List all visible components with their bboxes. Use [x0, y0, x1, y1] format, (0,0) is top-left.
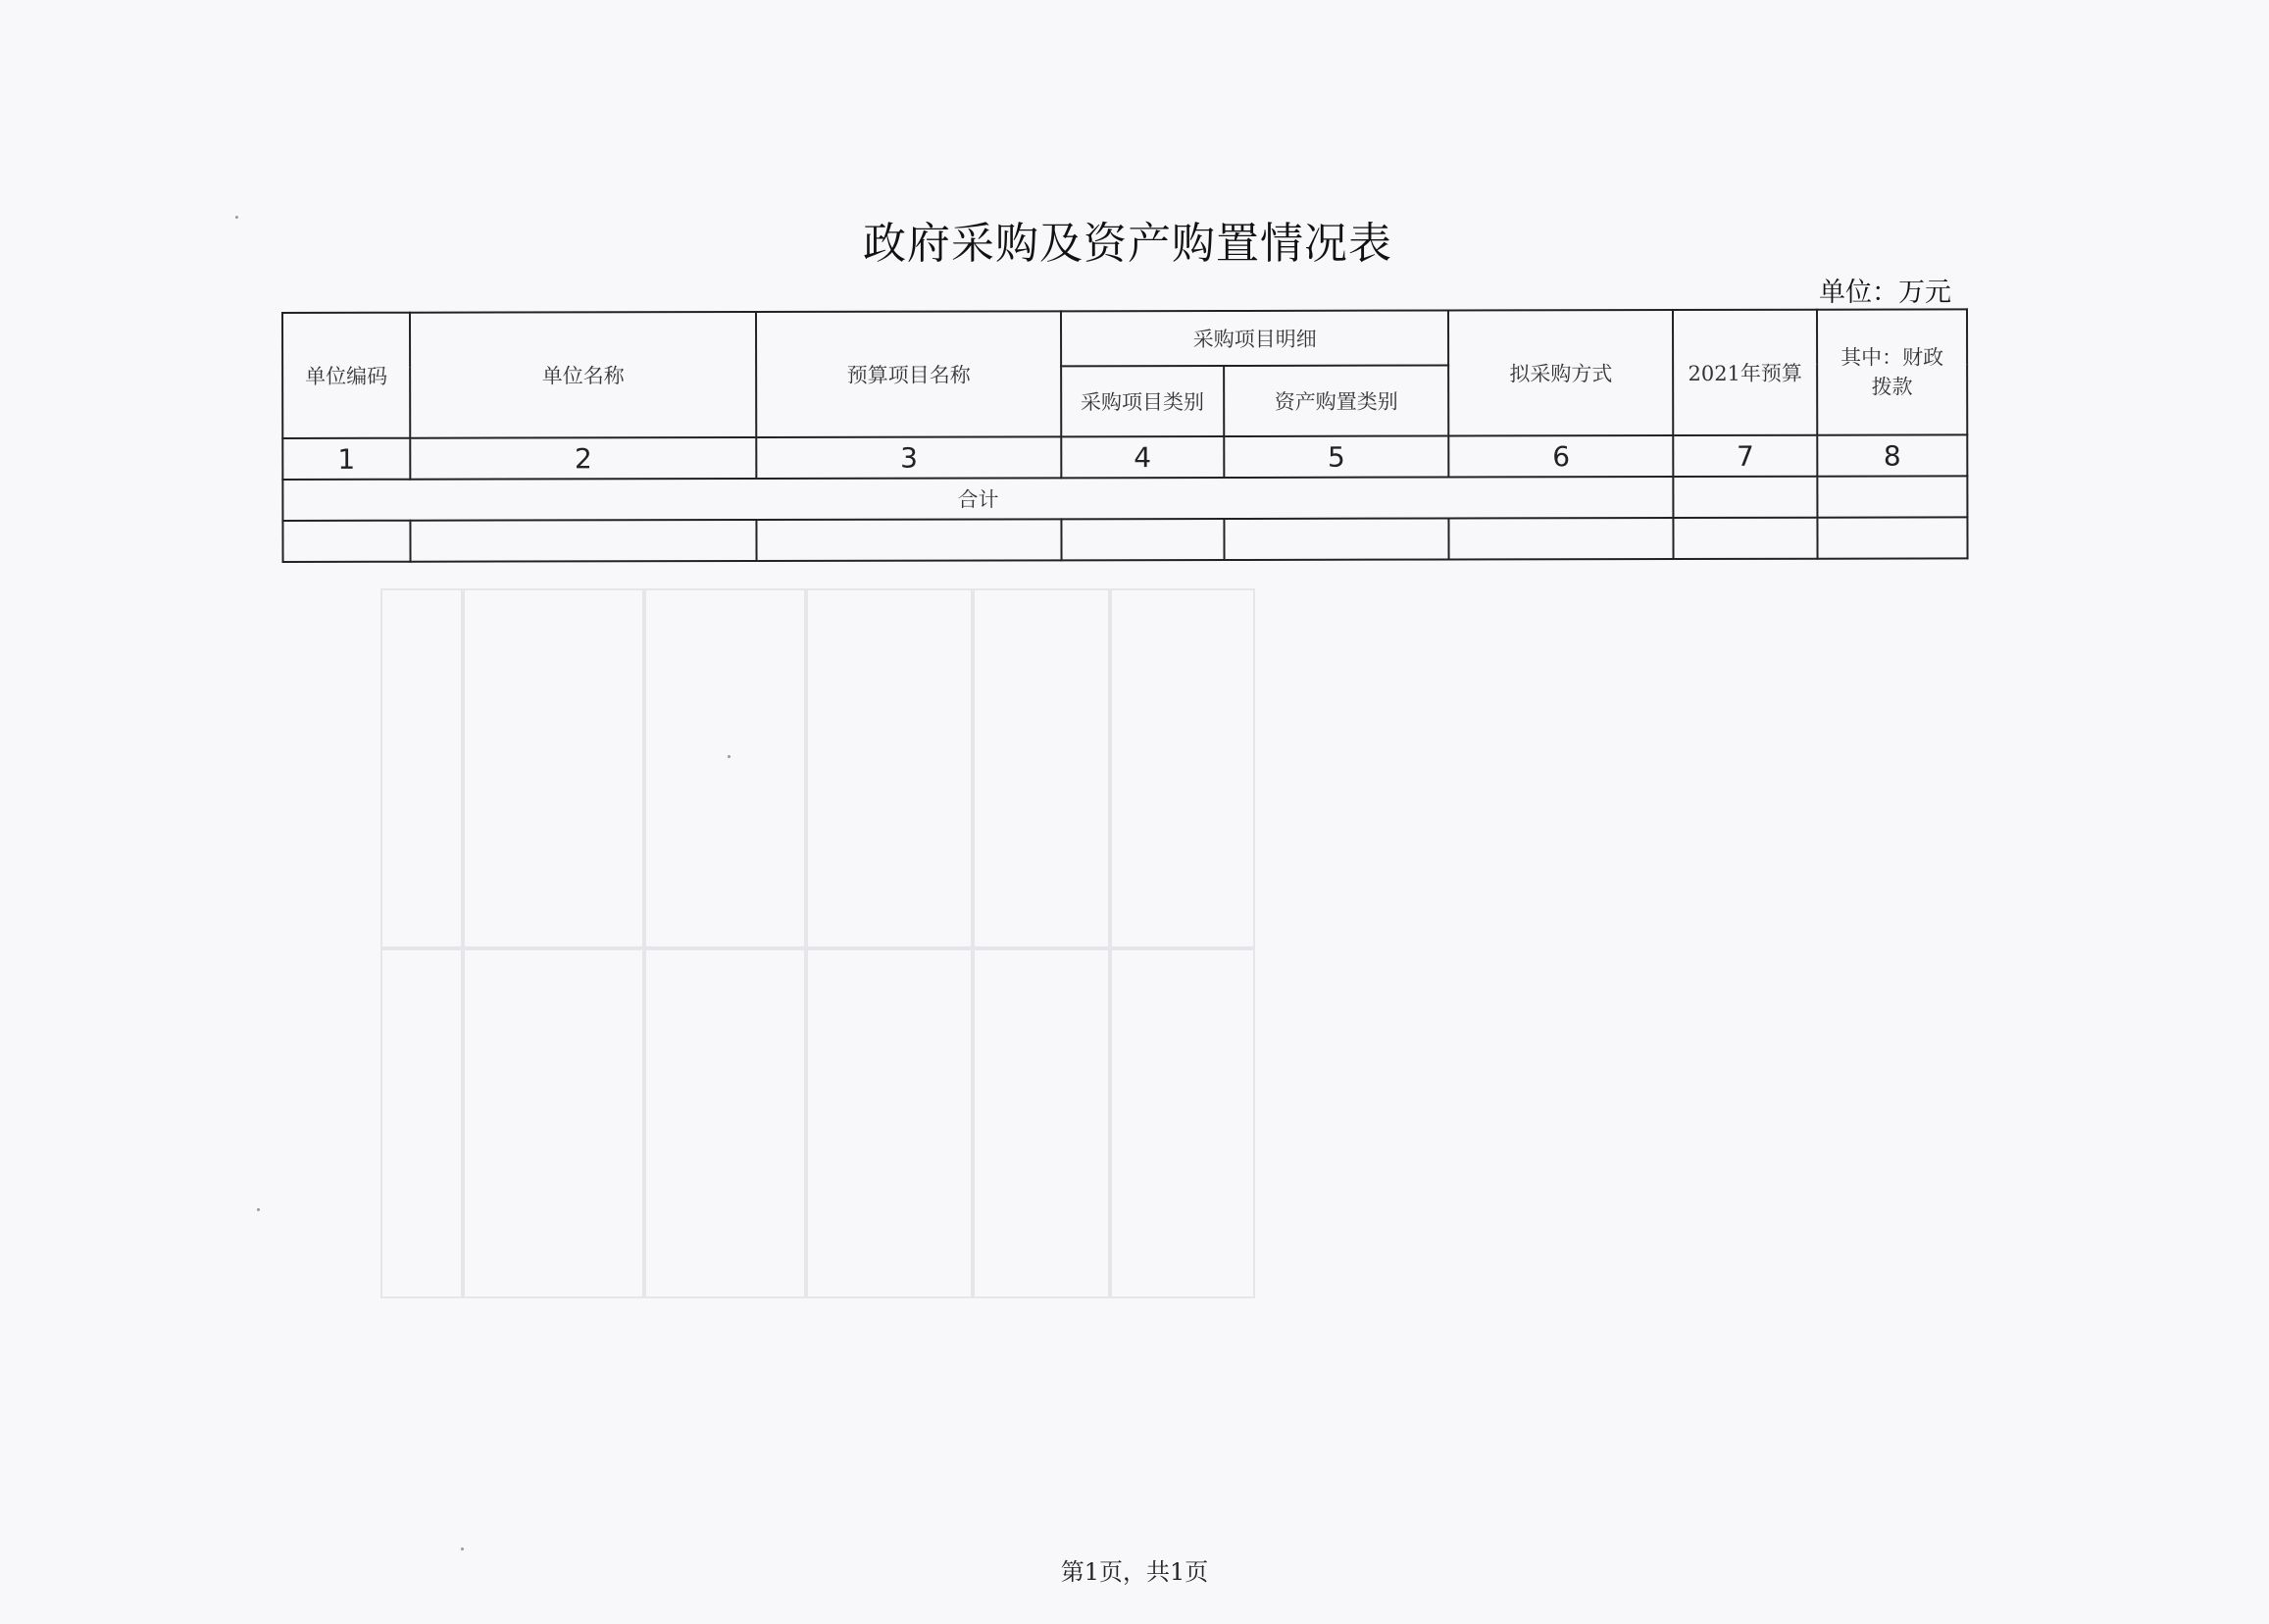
header-asset-purchase-category: 资产购置类别 — [1224, 366, 1449, 436]
scan-speck — [728, 755, 731, 758]
bleed-through-line — [380, 946, 1255, 950]
cell-procurement-category — [1061, 519, 1224, 560]
column-number: 5 — [1224, 436, 1449, 478]
table-row — [282, 517, 1967, 562]
cell-asset-purchase-category — [1224, 519, 1449, 560]
total-fiscal-allocation — [1817, 476, 1967, 517]
scan-speck — [257, 1208, 260, 1211]
cell-budget-project-name — [757, 519, 1062, 561]
column-number: 1 — [282, 438, 410, 480]
header-fiscal-allocation-cell — [1817, 309, 1967, 434]
total-row — [282, 476, 1967, 521]
header-procurement-detail: 采购项目明细 — [1061, 311, 1449, 367]
header-unit-name: 单位名称 — [410, 312, 757, 438]
column-number: 3 — [757, 436, 1062, 479]
bleed-through-line — [804, 588, 808, 1298]
header-row-top — [282, 309, 1967, 368]
header-fiscal-allocation: 其中：财政拨款 — [1840, 345, 1944, 399]
cell-unit-code — [282, 521, 410, 562]
bleed-through-line — [971, 588, 975, 1298]
bleed-through-heading — [224, 549, 302, 989]
header-budget-project-name: 预算项目名称 — [756, 311, 1061, 437]
total-budget-2021 — [1673, 477, 1817, 518]
procurement-table — [281, 308, 1969, 563]
cell-budget-2021 — [1674, 518, 1818, 559]
bleed-through-line — [642, 588, 646, 1298]
bleed-through-line — [1108, 588, 1112, 1298]
column-number: 6 — [1449, 435, 1674, 477]
cell-unit-name — [410, 520, 757, 562]
column-number: 7 — [1673, 435, 1817, 477]
header-proposed-method: 拟采购方式 — [1448, 310, 1673, 435]
cell-proposed-method — [1449, 518, 1674, 559]
scan-speck — [461, 1548, 464, 1550]
column-number: 4 — [1061, 436, 1224, 478]
cell-fiscal-allocation — [1817, 517, 1967, 558]
unit-label: 单位：万元 — [1819, 278, 1951, 308]
document-title: 政府采购及资产购置情况表 — [863, 219, 1392, 269]
column-number: 8 — [1817, 434, 1967, 476]
column-number-row — [282, 434, 1967, 480]
bleed-through-line — [461, 588, 465, 1298]
page-footer: 第1页，共1页 — [1060, 1558, 1209, 1586]
total-label: 合计 — [282, 477, 1673, 521]
column-number: 2 — [410, 437, 757, 480]
header-procurement-category: 采购项目类别 — [1061, 366, 1224, 436]
header-unit-code: 单位编码 — [282, 313, 410, 438]
header-budget-2021: 2021年预算 — [1673, 310, 1817, 435]
bleed-through-table — [380, 588, 1255, 1298]
